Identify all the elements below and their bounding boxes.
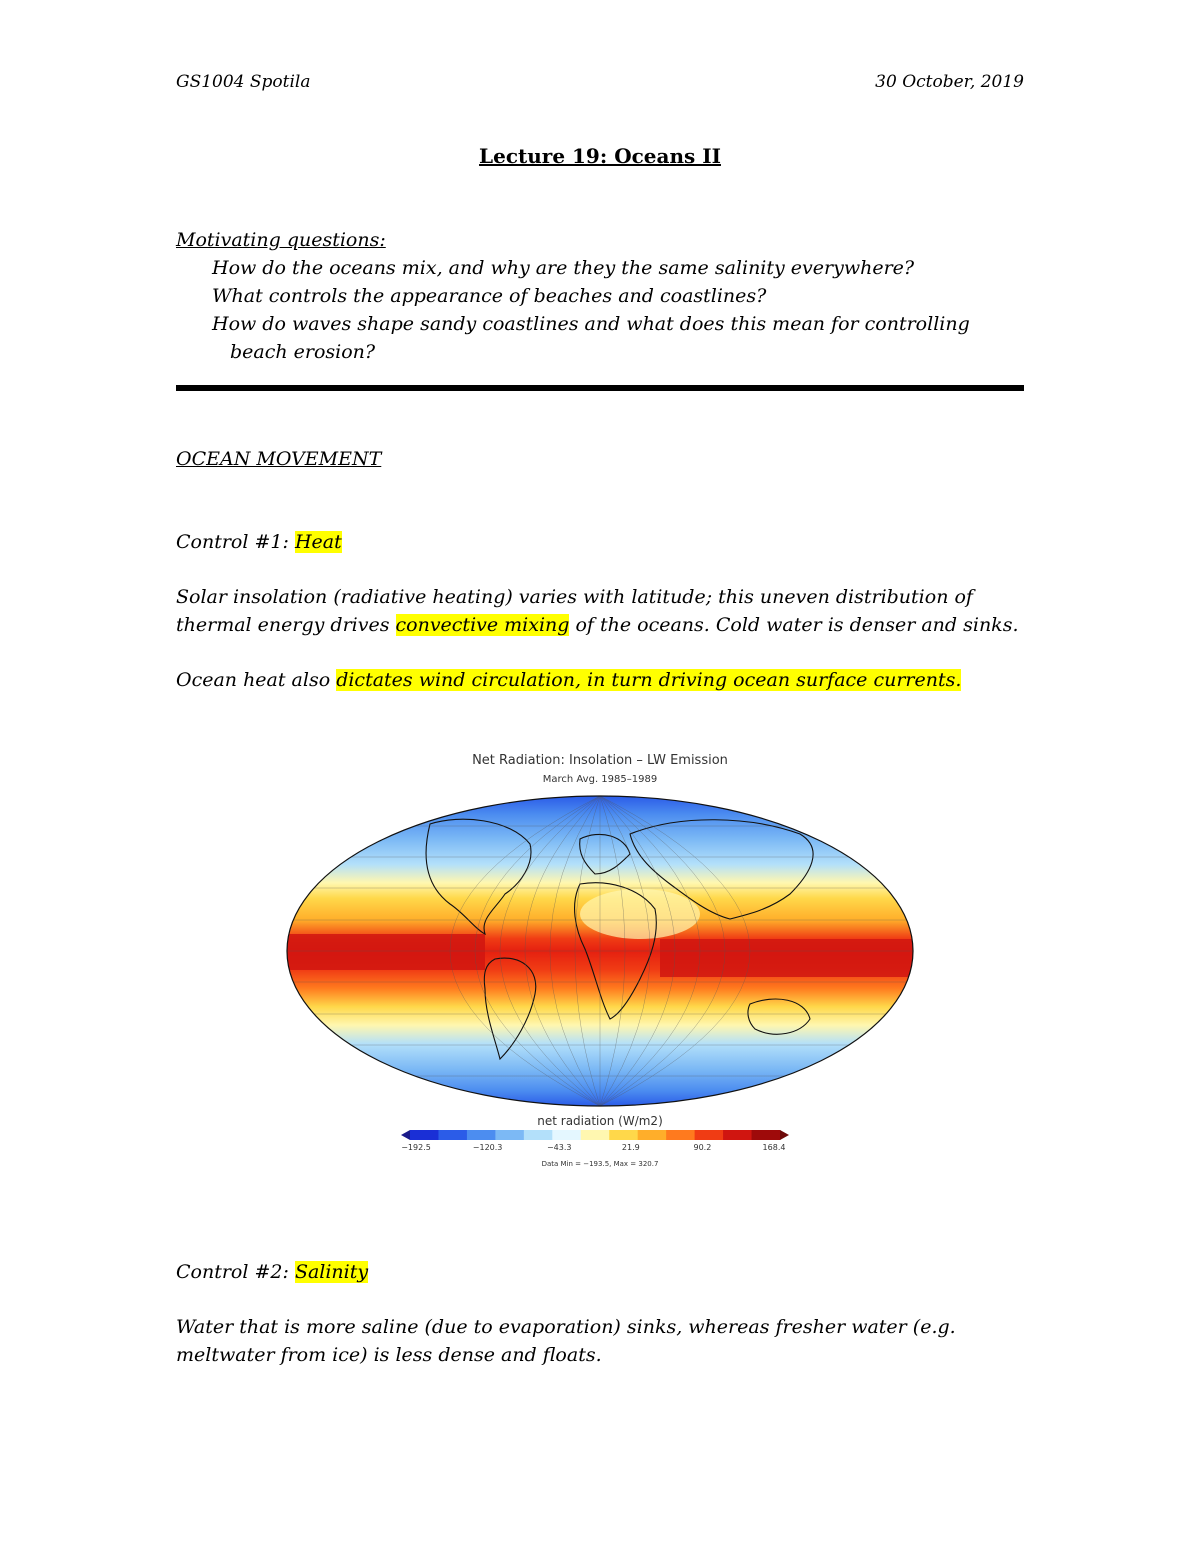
- section-heading: OCEAN MOVEMENT: [176, 448, 382, 470]
- control1-highlight-mixing: convective mixing: [395, 614, 570, 636]
- control1-heading: [176, 528, 342, 557]
- colorbar-tick-label: 90.2: [693, 1143, 712, 1152]
- colorbar-tick-label: −43.3: [546, 1143, 572, 1152]
- colorbar-swatch: [552, 1130, 581, 1140]
- colorbar-ticks: [401, 1143, 785, 1152]
- motivating-question-2: What controls the appearance of beaches and coastlines?: [212, 285, 767, 307]
- control1-text-a: thermal energy drives: [176, 614, 396, 636]
- control2-paragraph-line1: Water that is more saline (due to evaporation) sinks, whereas fresher water (e.g.: [176, 1316, 956, 1338]
- colorbar-swatch: [524, 1130, 553, 1140]
- colorbar-min-arrow: [401, 1130, 410, 1140]
- control2-label: Control #2:: [176, 1261, 295, 1283]
- motivating-question-3-cont: beach erosion?: [230, 341, 376, 363]
- control1-p2-text: Ocean heat also: [176, 669, 337, 691]
- figure-subtitle: March Avg. 1985–1989: [542, 774, 658, 785]
- colorbar-swatch: [723, 1130, 752, 1140]
- control2-keyword: Salinity: [294, 1261, 369, 1283]
- net-radiation-map-figure: [280, 744, 920, 1174]
- colorbar-swatch: [638, 1130, 667, 1140]
- control1-keyword: Heat: [294, 531, 342, 553]
- colorbar-tick-label: −120.3: [472, 1143, 503, 1152]
- colorbar-swatch: [467, 1130, 496, 1140]
- colorbar: [401, 1130, 789, 1140]
- colorbar-tick-label: −192.5: [401, 1143, 431, 1152]
- page-title: [0, 144, 1200, 168]
- control1-paragraph-line2: [176, 611, 1019, 640]
- colorbar-swatch: [410, 1130, 439, 1140]
- control2-heading: [176, 1258, 368, 1287]
- section-divider: [176, 385, 1024, 391]
- colorbar-swatch: [666, 1130, 695, 1140]
- colorbar-swatch: [609, 1130, 638, 1140]
- colorbar-swatch: [752, 1130, 781, 1140]
- colorbar-tick-label: 168.4: [762, 1143, 786, 1152]
- control2-paragraph-line2: meltwater from ice) is less dense and floats.: [176, 1344, 602, 1366]
- control1-highlight-wind: dictates wind circulation, in turn driving ocean surface currents.: [336, 669, 962, 691]
- title-text: Lecture 19: Oceans II: [479, 144, 721, 168]
- motivating-heading: Motivating questions:: [176, 229, 386, 251]
- control1-paragraph-line1: Solar insolation (radiative heating) varies with latitude; this uneven distribution of: [176, 586, 973, 608]
- colorbar-swatch: [695, 1130, 724, 1140]
- figure-footnote: Data Min = −193.5, Max = 320.7: [541, 1160, 659, 1168]
- header-date: 30 October, 2019: [875, 72, 1024, 92]
- control1-text-b: of the oceans. Cold water is denser and sinks.: [569, 614, 1019, 636]
- colorbar-tick-label: 21.9: [621, 1143, 640, 1152]
- control1-label: Control #1:: [176, 531, 295, 553]
- colorbar-swatch: [581, 1130, 610, 1140]
- motivating-question-3: How do waves shape sandy coastlines and what does this mean for controlling: [212, 313, 970, 335]
- figure-title: Net Radiation: Insolation – LW Emission: [472, 753, 728, 768]
- colorbar-swatch: [438, 1130, 467, 1140]
- header-course: GS1004 Spotila: [176, 72, 311, 92]
- colorbar-max-arrow: [780, 1130, 789, 1140]
- colorbar-label: net radiation (W/m2): [537, 1114, 663, 1128]
- control1-paragraph2: [176, 666, 961, 695]
- motivating-question-1: How do the oceans mix, and why are they the same salinity everywhere?: [212, 257, 915, 279]
- colorbar-swatch: [495, 1130, 524, 1140]
